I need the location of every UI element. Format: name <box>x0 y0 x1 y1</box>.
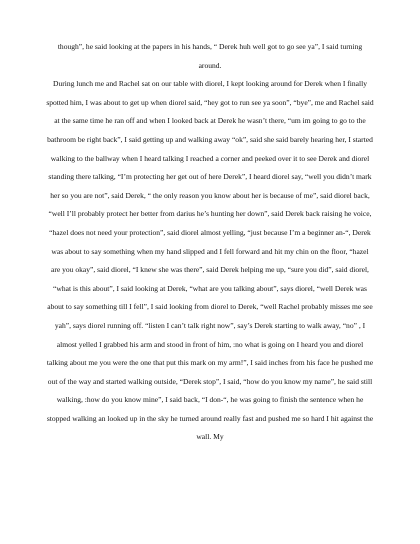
document-body <box>46 38 374 447</box>
paragraph: though”, he said looking at the papers in his hands, “ Derek huh well got to go see ya”, I said turning around. <box>57 42 363 70</box>
paragraph: During lunch me and Rachel sat on our table with diorel, I kept looking around for Derek when I finally spotted him, I was about to get up when diorel said, “hey got to run see ya soon”, “bye”, me and Rachel said at the same time he ran off and when I looked back at Derek he wasn’t there, “um im going to go to the bathroom be right back”, I said getting up and walking away “ok”, said she said barely hearing her, I started walking to the ballway when I heard talking I reached a corner and peeked over it to see Derek and diorel standing there talking, “I’m protecting her get out of here Derek”, I heard diorel say, “well you didn’t mark her so you are not”, said Derek, “ the only reason you know about her is because of me”, said diorel back, “well I’ll probably protect her better from darius he’s hunting her down”, said Derek back raising he voice, “hazel does not need your protection”, said diorel almost yelling, “just because I’m a beginner an-“, Derek was about to say something when my hand slipped and I fell forward and hit my chin on the floor, “hazel are you okay”, said diorel, “I knew she was there”, said Derek helping me up, “sure you did”, said diorel, “what is this about”, I said looking at Derek, “what are you talking about”, says diorel, “well Derek was about to say something till I fell”, I said looking from diorel to Derek, “well Rachel probably misses me see yah”, says diorel running off. “listen I can’t talk right now”, say’s Derek starting to walk away, “no” , I almost yelled I grabbed his arm and stood in front of him, :no what is going on I heard you and diorel talking about me you were the one that put this mark on my arm!”, I said inches from his face he pushed me out of the way and started walking outside, “Derek stop”, I said, “how do you know my name”, he said still walking, :how do you know mine”, I said back, “I don-“, he was going to finish the sentence when he stopped walking an looked up in the sky he turned around really fast and pushed me so hard I hit against the wall. My <box>46 79 374 442</box>
